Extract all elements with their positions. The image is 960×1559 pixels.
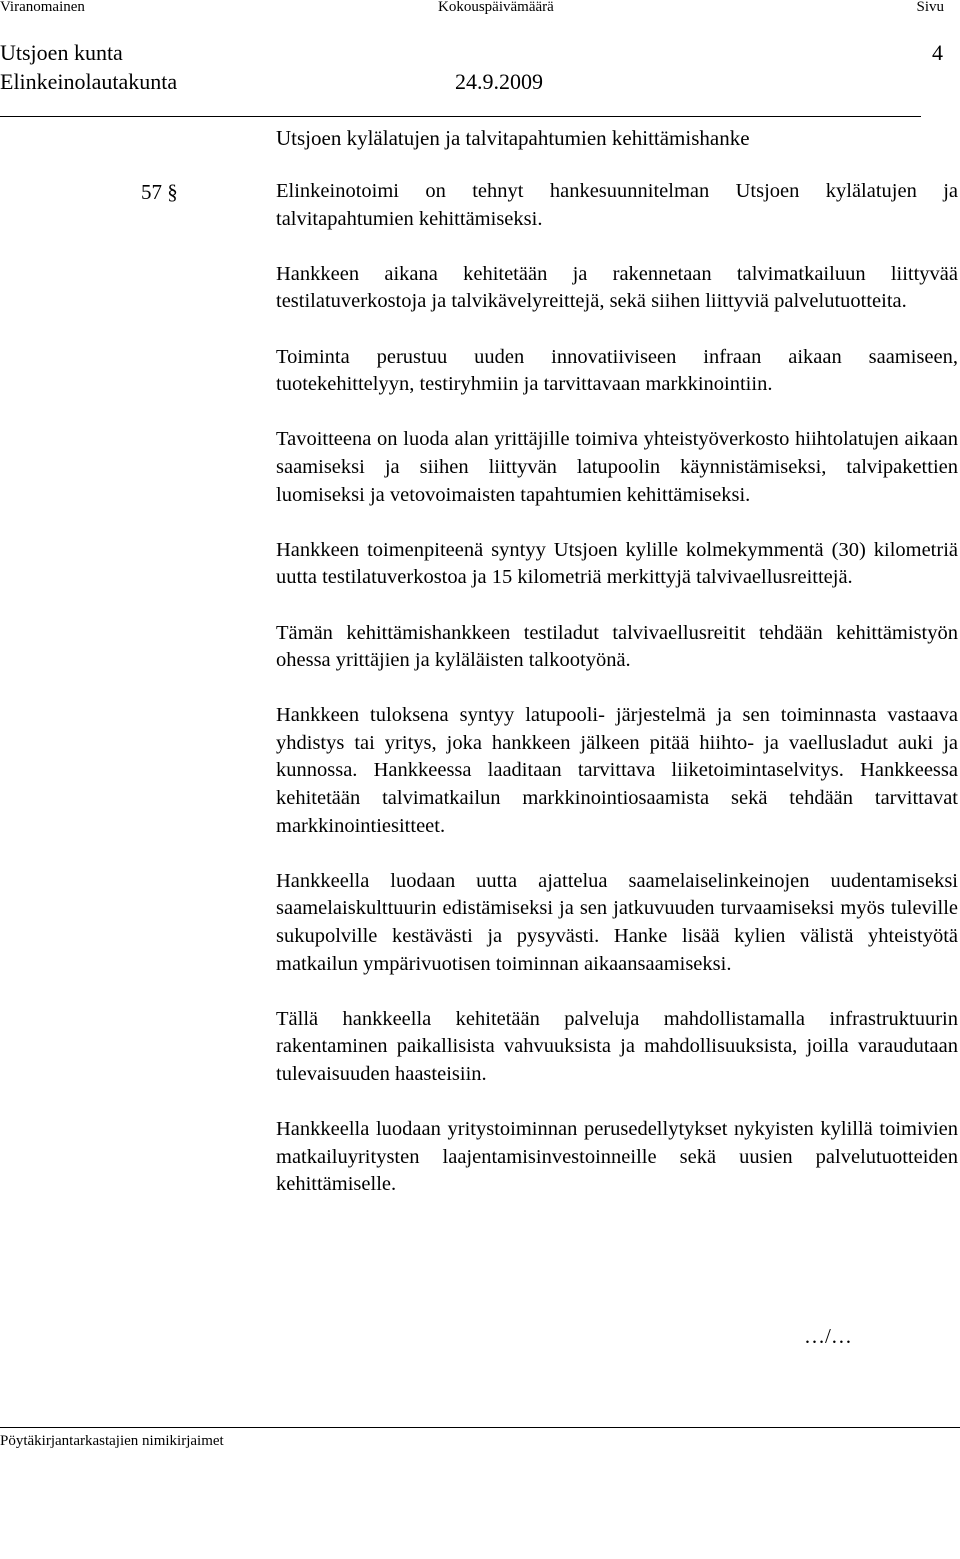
paragraph: Toiminta perustuu uuden innovatiiviseen infraan aikaan saamiseen, tuotekehittelyyn, testiryhmiin ja tarvittavaan markkinointiin. xyxy=(276,345,958,396)
continued-marker: …/… xyxy=(804,1324,852,1348)
header-divider xyxy=(0,116,921,117)
footer-label: Pöytäkirjantarkastajien nimikirjaimet xyxy=(0,1433,224,1449)
paragraph: Hankkeen tuloksena syntyy latupooli- järjestelmä ja sen toiminnasta vastaava yhdistys tai yritys, joka hankkeen jälkeen pitää hiihto- ja vaellusladut auki ja kunnossa. Hankkeessa laaditaan tarvittava liiketoimintaselvitys. Hankkeessa kehitetään talvimatkailun markkinointiosaamista sekä tehdään tarvittavat markkinointiesitteet. xyxy=(276,704,958,837)
paragraph: Tavoitteena on luoda alan yrittäjille toimiva yhteistyöverkosto hiihtolatujen aikaan saamiseksi ja siihen liittyvän latupoolin käynnistämiseksi, talvipakettien luomiseksi ja vetovoimaisten tapahtumien kehittämiseksi. xyxy=(276,428,958,506)
item-number: 57 § xyxy=(141,180,178,204)
paragraph: Hankkeen aikana kehitetään ja rakennetaan talvimatkailuun liittyvää testilatuverkostoja ja talvikävelyreittejä, sekä siihen liittyviä palvelutuotteita. xyxy=(276,262,958,313)
page-number: 4 xyxy=(932,40,943,65)
page-label: Sivu xyxy=(916,0,944,15)
top-labels xyxy=(0,0,960,18)
meeting-date: 24.9.2009 xyxy=(455,69,543,94)
section-body xyxy=(276,178,958,1199)
meeting-date-label: Kokouspäivämäärä xyxy=(438,0,554,15)
paragraph: Tämän kehittämishankkeen testiladut talvivaellusreitit tehdään kehittämistyön ohessa yrittäjien ja kyläläisten talkootyönä. xyxy=(276,621,958,672)
board-name: Elinkeinolautakunta xyxy=(0,69,178,94)
paragraph: Elinkeinotoimi on tehnyt hankesuunnitelman Utsjoen kylälatujen ja talvitapahtumien kehittämiseksi. xyxy=(276,180,958,230)
paragraph: Hankkeella luodaan yritystoiminnan perusedellytykset nykyisten kylillä toimivien matkailuyritysten laajentamisinvestoinneille sekä uusien palvelutuotteiden kehittämiselle. xyxy=(276,1118,958,1196)
paragraph: Hankkeen toimenpiteenä syntyy Utsjoen kylille kolmekymmentä (30) kilometriä uutta testilatuverkostoa ja 15 kilometriä merkittyjä talvivaellusreittejä. xyxy=(276,538,958,589)
authority-label: Viranomainen xyxy=(0,0,85,15)
section-title: Utsjoen kylälatujen ja talvitapahtumien kehittämishanke xyxy=(276,126,750,150)
municipality-name: Utsjoen kunta xyxy=(0,40,123,65)
footer-divider xyxy=(0,1427,960,1428)
paragraph: Tällä hankkeella kehitetään palveluja mahdollistamalla infrastruktuurin rakentaminen paikallisista vahvuuksista ja mahdollisuuksista, joilla varaudutaan tulevaisuuden haasteisiin. xyxy=(276,1007,958,1085)
paragraph: Hankkeella luodaan uutta ajattelua saamelaiselinkeinojen uudentamiseksi saamelaiskulttuurin edistämiseksi ja sen jatkuvuuden turvaamiseksi myös tuleville sukupolville kestävästi ja pysyvästi. Hanke lisää kylien välistä yhteistyötä matkailun ympärivuotisen toiminnan aikaansaamiseksi. xyxy=(276,869,958,975)
